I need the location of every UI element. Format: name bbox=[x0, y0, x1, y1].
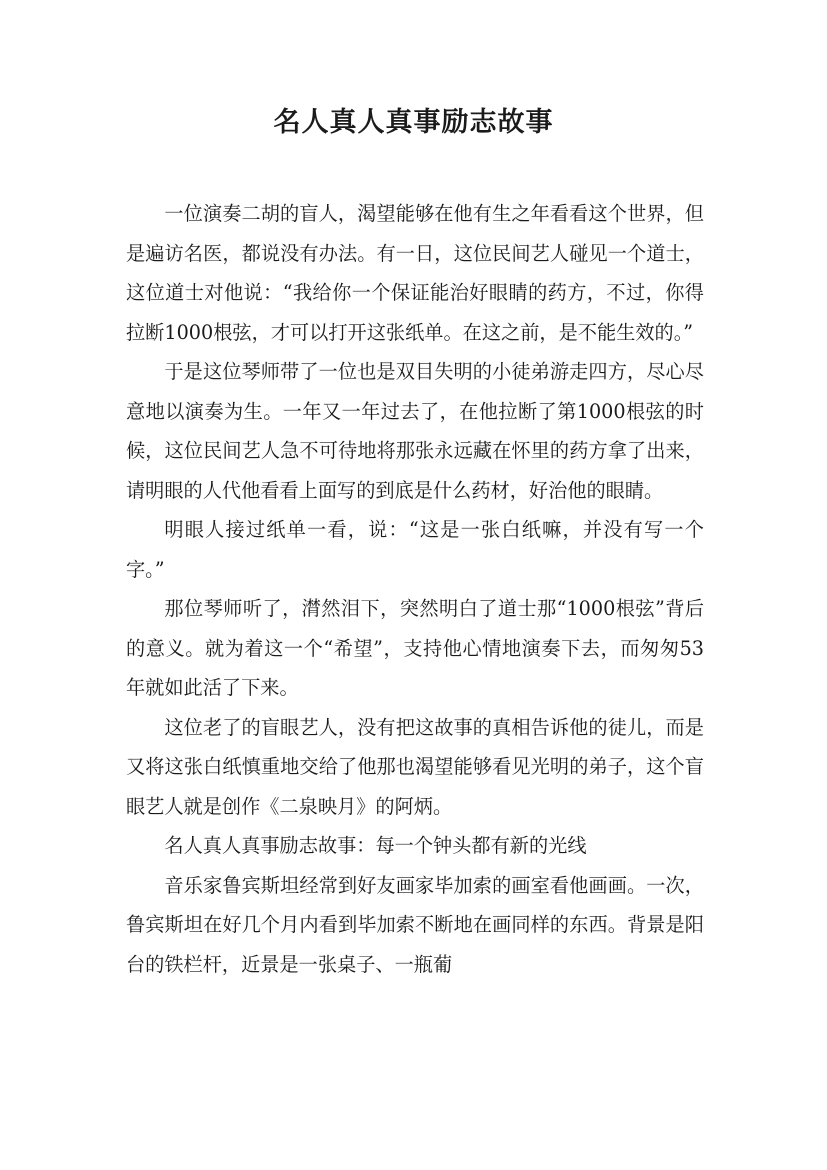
section-heading: 名人真人真事励志故事：每一个钟头都有新的光线 bbox=[164, 834, 587, 857]
paragraph: 那位琴师听了，潸然泪下，突然明白了道士那“1000根弦”背后的意义。就为着这一个“希望”，支持他心情地演奏下去，而匆匆53年就如此活了下来。 bbox=[126, 597, 704, 699]
paragraph: 明眼人接过纸单一看，说：“这是一张白纸嘛，并没有写一个字。” bbox=[126, 518, 704, 581]
document-body bbox=[126, 194, 704, 984]
paragraph: 于是这位琴师带了一位也是双目失明的小徒弟游走四方，尽心尽意地以演奏为生。一年又一年过去了，在他拉断了第1000根弦的时候，这位民间艺人急不可待地将那张永远藏在怀里的药方拿了出来，请明眼的人代他看看上面写的到底是什么药材，好治他的眼睛。 bbox=[126, 360, 704, 502]
document-title: 名人真人真事励志故事 bbox=[273, 107, 554, 138]
paragraph: 一位演奏二胡的盲人，渴望能够在他有生之年看看这个世界，但是遍访名医，都说没有办法。有一日，这位民间艺人碰见一个道士，这位道士对他说：“我给你一个保证能治好眼睛的药方，不过，你得拉断1000根弦，才可以打开这张纸单。在这之前，是不能生效的。” bbox=[126, 202, 704, 344]
paragraph: 音乐家鲁宾斯坦经常到好友画家毕加索的画室看他画画。一次，鲁宾斯坦在好几个月内看到毕加索不断地在画同样的东西。背景是阳台的铁栏杆，近景是一张桌子、一瓶葡 bbox=[126, 873, 704, 976]
paragraph: 这位老了的盲眼艺人，没有把这故事的真相告诉他的徒儿，而是又将这张白纸慎重地交给了他那也渴望能够看见光明的弟子，这个盲眼艺人就是创作《二泉映月》的阿炳。 bbox=[126, 715, 704, 818]
